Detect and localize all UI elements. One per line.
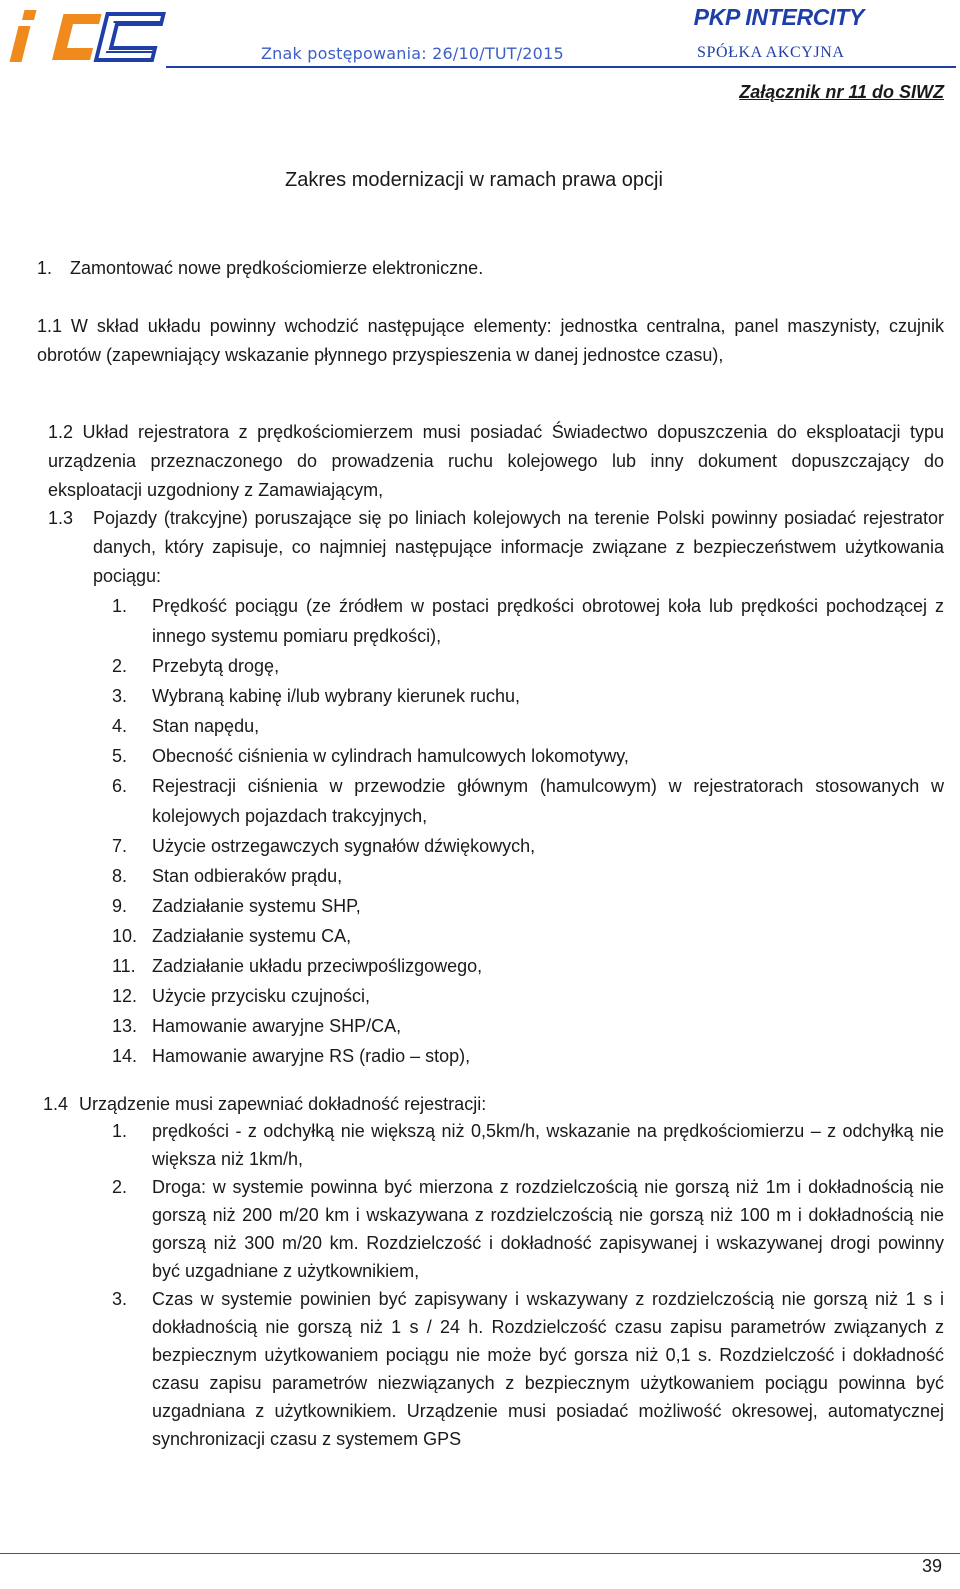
list-1-4 — [112, 1117, 944, 1453]
list-item: 14. Hamowanie awaryjne RS (radio – stop), — [112, 1046, 471, 1066]
case-number: Znak postępowania: 26/10/TUT/2015 — [261, 44, 564, 63]
paragraph-1-1: 1.1 W skład układu powinny wchodzić następujące elementy: jednostka centralna, panel maszynisty, czujnik obrotów (zapewniający wskazanie płynnego przyspieszenia w danej jednostce czasu), — [37, 316, 944, 365]
paragraph-1-3 — [48, 504, 944, 591]
list-item: 7. Użycie ostrzegawczych sygnałów dźwiękowych, — [112, 836, 536, 856]
paragraph-1-4-number: 1.4 — [43, 1094, 69, 1114]
list-item: 3. Czas w systemie powinien być zapisywany i wskazywany z rozdzielczością nie gorszą niż 1 s i dokładnością nie gorszą niż 1 s / 24 h. Rozdzielczość czasu zapisu parametrów związanych z bezpiecznym użytkowaniem pociągu nie może być gorsza niż 0,1 s. Rozdzielczość i dokładność czasu zapisu parametrów niezwiązanych z bezpiecznym użytkowaniem pociągu powinna być uzgadniana z użytkownikiem. Urządzenie musi posiadać możliwość okresowej, automatycznej synchronizacji czasu z systemem GPS — [112, 1289, 944, 1449]
page-number: 39 — [921, 1556, 942, 1576]
list-item: 1. Prędkość pociągu (ze źródłem w postaci prędkości obrotowej koła lub prędkości pochodzącej z innego systemu pomiaru prędkości), — [112, 596, 944, 646]
paragraph-1-3-text: Pojazdy (trakcyjne) poruszające się po liniach kolejowych na terenie Polski powinny posiadać rejestrator danych, który zapisuje, co najmniej następujące informacje związane z bezpieczeństwem użytkowania pociągu: — [93, 508, 944, 586]
intercity-logo — [6, 4, 168, 66]
list-item: 5. Obecność ciśnienia w cylindrach hamulcowych lokomotywy, — [112, 746, 629, 766]
section-text: Zamontować nowe prędkościomierze elektroniczne. — [70, 258, 484, 278]
document-title: Zakres modernizacji w ramach prawa opcji — [285, 169, 663, 191]
paragraph-1-3-number: 1.3 — [48, 508, 74, 528]
list-item: 11. Zadziałanie układu przeciwpoślizgowego, — [112, 956, 483, 976]
brand-name: PKP INTERCITY — [693, 4, 864, 30]
list-item: 8. Stan odbieraków prądu, — [112, 866, 343, 886]
footer-divider — [0, 1553, 960, 1554]
list-item: 3. Wybraną kabinę i/lub wybrany kierunek ruchu, — [112, 686, 521, 706]
list-item: 2. Przebytą drogę, — [112, 656, 280, 676]
paragraph-1-4 — [43, 1090, 943, 1119]
list-item: 12. Użycie przycisku czujności, — [112, 986, 371, 1006]
header-divider — [166, 66, 956, 68]
list-item: 9. Zadziałanie systemu SHP, — [112, 896, 361, 916]
list-1-3 — [112, 591, 944, 1071]
paragraph-1-2 — [48, 418, 944, 505]
paragraph-1-2-text: 1.2 Układ rejestratora z prędkościomierzem musi posiadać Świadectwo dopuszczenia do eksploatacji typu urządzenia przeznaczonego do prowadzenia ruchu kolejowego lub inny dokument dopuszczający do eksploatacji uzgodniony z Zamawiającym, — [48, 422, 944, 500]
annex-label: Załącznik nr 11 do SIWZ — [739, 82, 944, 102]
list-item: 13. Hamowanie awaryjne SHP/CA, — [112, 1016, 402, 1036]
paragraph-1-4-text: Urządzenie musi zapewniać dokładność rejestracji: — [79, 1094, 487, 1114]
list-item: 6. Rejestracji ciśnienia w przewodzie głównym (hamulcowym) w rejestratorach stosowanych w kolejowych pojazdach trakcyjnych, — [112, 776, 944, 826]
section-number: 1. — [37, 258, 53, 278]
company-type: SPÓŁKA AKCYJNA — [697, 44, 845, 61]
list-item: 10. Zadziałanie systemu CA, — [112, 926, 352, 946]
section-1-heading — [37, 258, 483, 279]
list-item: 1. prędkości - z odchyłką nie większą niż 0,5km/h, wskazanie na prędkościomierzu – z odchyłką nie większa niż 1km/h, — [112, 1121, 944, 1169]
list-item: 2. Droga: w systemie powinna być mierzona z rozdzielczością nie gorszą niż 1m i dokładnością nie gorszą niż 200 m/20 km i wskazywana z rozdzielczością nie gorszą niż 100 m i dokładnością nie gorszą niż 300 m/20 km. Rozdzielczość i dokładność zapisywanej i wskazywanej drogi powinny być uzgadniane z użytkownikiem, — [112, 1177, 944, 1281]
list-item: 4. Stan napędu, — [112, 716, 260, 736]
